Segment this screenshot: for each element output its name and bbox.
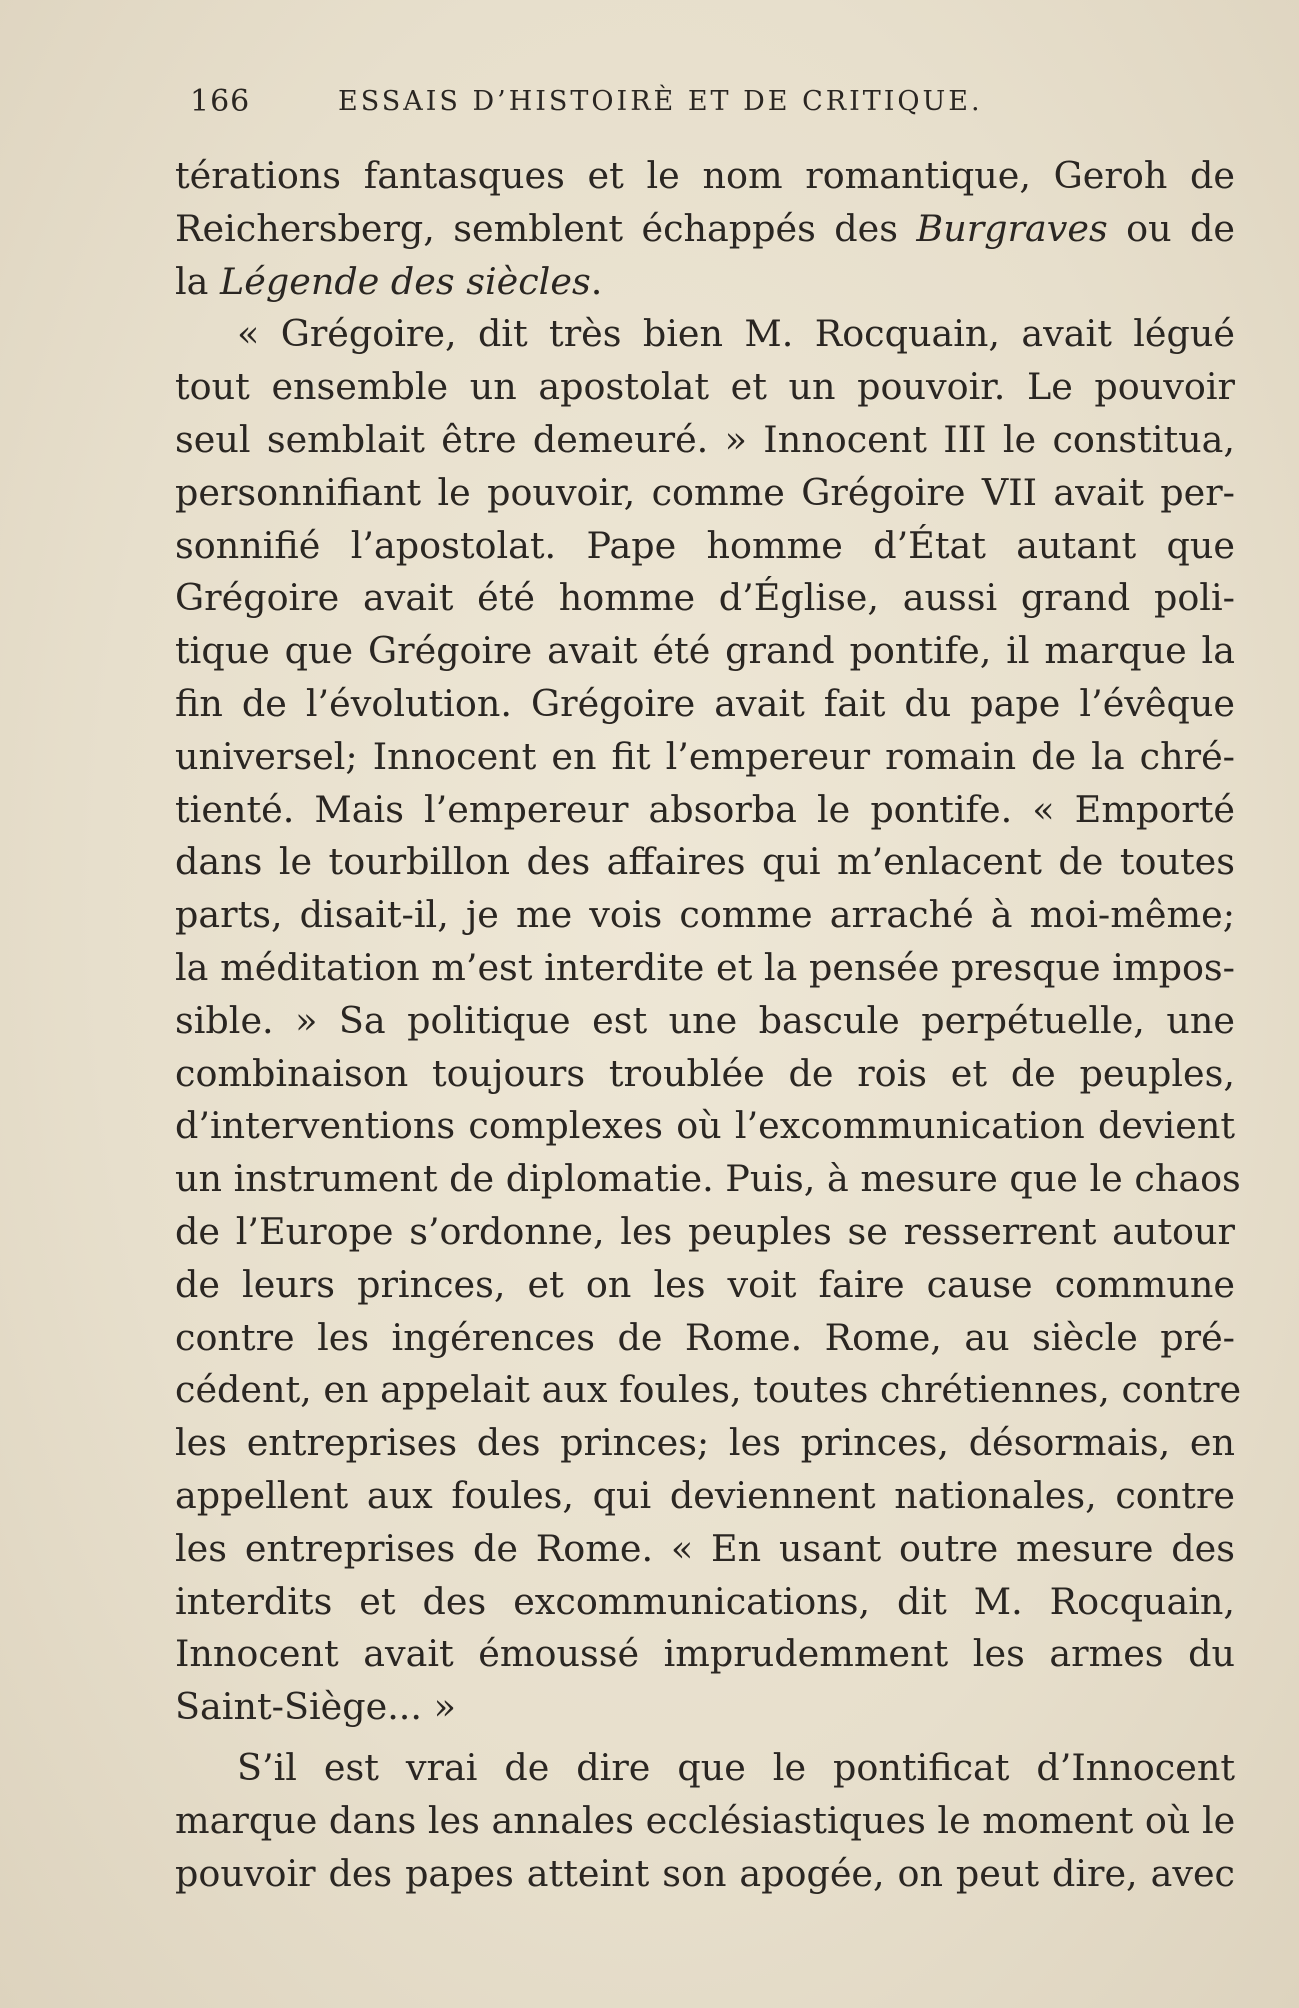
text-line <box>175 203 1235 256</box>
text-line: la méditation m’est interdite et la pensée presque impos- <box>175 945 1235 989</box>
text-line: Innocent avait émoussé imprudemment les armes du <box>175 1632 1235 1676</box>
text-line: d’interventions complexes où l’excommunication devient <box>175 1104 1235 1148</box>
text-line: seul semblait être demeuré. » Innocent III le constitua, <box>175 417 1235 461</box>
running-head <box>190 84 1110 132</box>
paragraph-gap <box>175 1734 1235 1742</box>
text-line: de leurs princes, et on les voit faire cause commune <box>175 1262 1235 1306</box>
text-line: marque dans les annales ecclésiastiques le moment où le <box>175 1798 1236 1842</box>
text-line <box>175 256 1235 309</box>
text-line: sible. » Sa politique est une bascule perpétuelle, une <box>175 998 1235 1042</box>
text-line: contre les ingérences de Rome. Rome, au siècle pré- <box>175 1315 1235 1359</box>
text-line: de l’Europe s’ordonne, les peuples se resserrent autour <box>175 1209 1235 1253</box>
text-line: appellent aux foules, qui deviennent nationales, contre <box>175 1473 1235 1517</box>
text-line: Saint-Siège... » <box>175 1685 456 1729</box>
text-line: combinaison toujours troublée de rois et de peuples, <box>175 1051 1235 1095</box>
text-line: personnifiant le pouvoir, comme Grégoire VII avait per- <box>175 470 1235 514</box>
text-line: tienté. Mais l’empereur absorba le pontife. « Emporté <box>175 787 1235 831</box>
page-number: 166 <box>190 84 251 119</box>
text-line: cédent, en appelait aux foules, toutes chrétiennes, contre <box>175 1368 1242 1412</box>
text-line: universel; Innocent en fit l’empereur romain de la chré- <box>175 734 1235 778</box>
text-line: dans le tourbillon des affaires qui m’enlacent de toutes <box>175 840 1235 884</box>
text-segment: . <box>590 259 603 303</box>
italic-title-legende: Légende des siècles <box>220 259 591 303</box>
text-line: fin de l’évolution. Grégoire avait fait du pape l’évêque <box>175 681 1235 725</box>
text-line: un instrument de diplomatie. Puis, à mesure que le chaos <box>175 1157 1241 1201</box>
text-segment: ou de <box>1107 206 1235 250</box>
text-line: les entreprises des princes; les princes, désormais, en <box>175 1421 1235 1465</box>
text-line: les entreprises de Rome. « En usant outre mesure des <box>175 1526 1235 1570</box>
text-line: sonnifié l’apostolat. Pape homme d’État autant que <box>175 523 1235 567</box>
text-segment: Reichersberg, semblent échappés des <box>175 206 917 250</box>
body-text <box>175 150 1242 1900</box>
text-line: interdits et des excommunications, dit M. Rocquain, <box>175 1579 1235 1623</box>
text-line: Grégoire avait été homme d’Église, aussi grand poli- <box>175 576 1235 620</box>
text-line: « Grégoire, dit très bien M. Rocquain, avait légué <box>237 312 1235 356</box>
text-line: tique que Grégoire avait été grand pontife, il marque la <box>175 629 1235 673</box>
italic-title-burgraves: Burgraves <box>916 206 1108 250</box>
text-line: parts, disait-il, je me vois comme arraché à moi-même; <box>175 893 1235 937</box>
text-line: tout ensemble un apostolat et un pouvoir. Le pouvoir <box>175 365 1235 409</box>
running-title: ESSAIS D’HISTOIRÈ ET DE CRITIQUE. <box>338 86 983 117</box>
text-line: pouvoir des papes atteint son apogée, on peut dire, avec <box>175 1851 1235 1895</box>
text-line: térations fantasques et le nom romantique, Geroh de <box>175 154 1235 197</box>
text-line: S’il est vrai de dire que le pontificat d’Innocent <box>237 1745 1235 1789</box>
text-segment: la <box>175 259 221 303</box>
